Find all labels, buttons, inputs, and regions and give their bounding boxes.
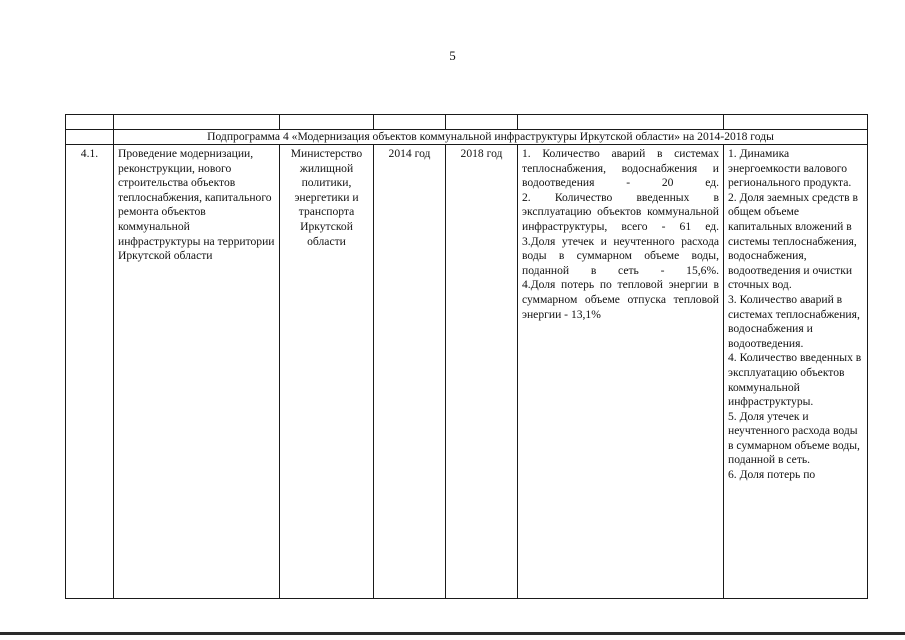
header-stub-row: [66, 115, 868, 130]
indicator-item: 3. Количество аварий в системах теплоснабжения, водоснабжения и водоотведения.: [728, 292, 860, 350]
header-stub-cell: [374, 115, 446, 130]
header-stub-cell: [66, 115, 114, 130]
header-stub-cell: [518, 115, 724, 130]
table-row: [66, 145, 868, 599]
target-indicators: [724, 145, 868, 599]
header-stub-cell: [446, 115, 518, 130]
subprogram-row: [66, 130, 868, 145]
scan-edge-line: [0, 632, 905, 635]
indicator-item: 6. Доля потерь по: [728, 468, 816, 482]
responsible-executor: Министерство жилищной политики, энергетики и транспорта Иркутской области: [280, 145, 374, 599]
indicator-item: 1. Динамика энергоемкости валового регионального продукта.: [728, 147, 852, 190]
program-table: [65, 114, 868, 599]
indicator-item: 4. Количество введенных в эксплуатацию объектов коммунальной инфраструктуры.: [728, 351, 862, 409]
indicator-item: 2. Доля заемных средств в общем объеме капитальных вложений в системы теплоснабжения, водоснабжения, водоотведения и очистки сточных вод.: [728, 190, 858, 292]
result-item: 2. Количество введенных в эксплуатацию объектов коммунальной инфраструктуры, всего - 61 ед.: [522, 190, 719, 233]
subprogram-title: Подпрограмма 4 «Модернизация объектов коммунальной инфраструктуры Иркутской области» на 2014-2018 годы: [114, 130, 868, 145]
subprogram-empty-cell: [66, 130, 114, 145]
page-number: 5: [449, 48, 456, 63]
measure-name: Проведение модернизации, реконструкции, нового строительства объектов теплоснабжения, капитального ремонта объектов коммунальной инфраструктуры на территории Иркутской области: [114, 145, 280, 599]
header-stub-cell: [724, 115, 868, 130]
expected-results: [518, 145, 724, 599]
header-stub-cell: [280, 115, 374, 130]
row-number: 4.1.: [66, 145, 114, 599]
start-year: 2014 год: [374, 145, 446, 599]
end-year: 2018 год: [446, 145, 518, 599]
result-item: 4.Доля потерь по тепловой энергии в суммарном объеме отпуска тепловой энергии - 13,1%: [522, 278, 719, 321]
result-item: 1. Количество аварий в системах теплоснабжения, водоснабжения и водоотведения - 20 ед.: [522, 147, 719, 190]
result-item: 3.Доля утечек и неучтенного расхода воды в суммарном объеме воды, поданной в сеть - 15,6%.: [522, 234, 719, 277]
header-stub-cell: [114, 115, 280, 130]
indicator-item: 5. Доля утечек и неучтенного расхода воды в суммарном объеме воды, поданной в сеть.: [728, 409, 860, 467]
